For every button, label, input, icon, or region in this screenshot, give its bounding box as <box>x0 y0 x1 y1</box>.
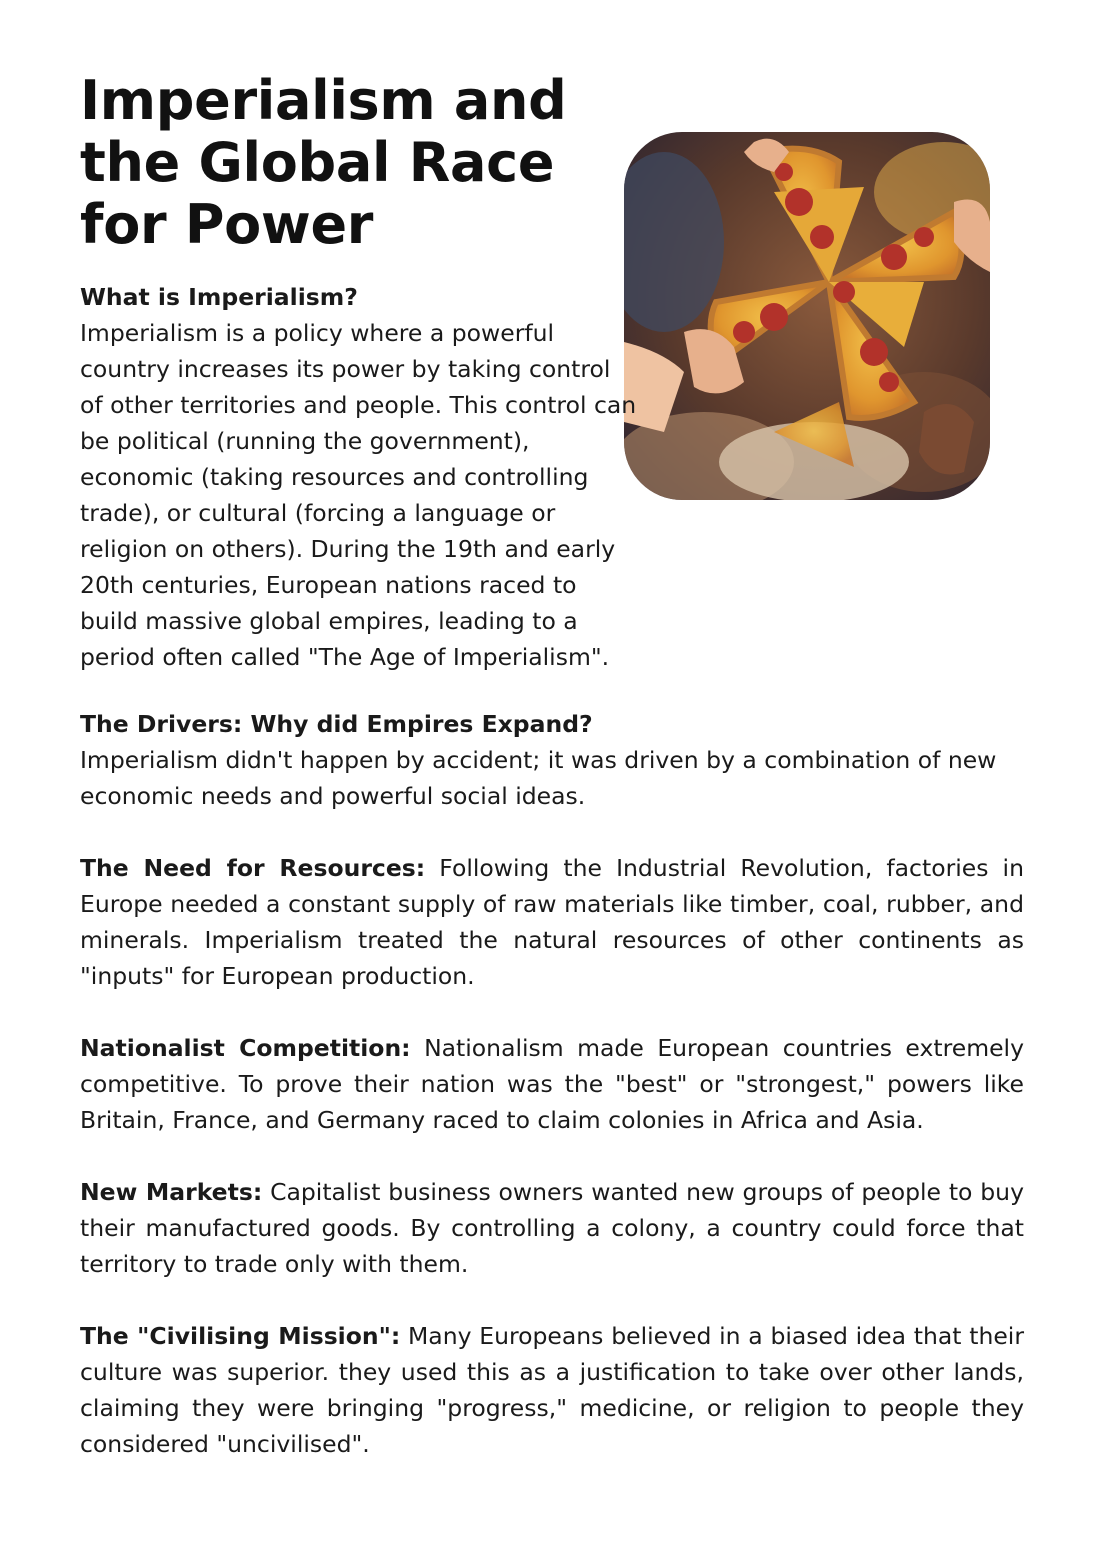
point-lead: New Markets: <box>80 1178 263 1206</box>
point-civilising <box>80 1318 1024 1462</box>
intro-section <box>80 279 640 675</box>
drivers-heading: The Drivers: Why did Empires Expand? <box>80 710 593 738</box>
point-body: Many Europeans believed in a biased idea that their culture was superior. they used this as a justification to take over other lands, claiming they were bringing "progress," medicine, or religion to people they considered "uncivilised". <box>80 1322 1024 1458</box>
point-markets <box>80 1174 1024 1282</box>
point-lead: Nationalist Competition: <box>80 1034 411 1062</box>
pizza-photo <box>624 132 990 500</box>
drivers-section <box>80 706 1024 814</box>
point-lead: The Need for Resources: <box>80 854 426 882</box>
point-lead: The "Civilising Mission": <box>80 1322 401 1350</box>
point-body: Capitalist business owners wanted new groups of people to buy their manufactured goods. By controlling a colony, a country could force that territory to trade only with them. <box>80 1178 1024 1278</box>
point-body: Nationalism made European countries extremely competitive. To prove their nation was the "best" or "strongest," powers like Britain, France, and Germany raced to claim colonies in Africa and Asia. <box>80 1034 1024 1134</box>
point-body: Following the Industrial Revolution, factories in Europe needed a constant supply of raw materials like timber, coal, rubber, and minerals. Imperialism treated the natural resources of other continents as "inputs" for European production. <box>80 854 1024 990</box>
drivers-body: Imperialism didn't happen by accident; it was driven by a combination of new economic needs and powerful social ideas. <box>80 746 997 810</box>
pizza-sharing-photo-icon <box>624 132 990 500</box>
intro-body: Imperialism is a policy where a powerful country increases its power by taking control of other territories and people. This control can be political (running the government), economic (taking resources and controlling trade), or cultural (forcing a language or religion on others). During the 19th and early 20th centuries, European nations raced to build massive global empires, leading to a period often called "The Age of Imperialism". <box>80 319 637 671</box>
point-nationalism <box>80 1030 1024 1138</box>
intro-heading: What is Imperialism? <box>80 283 358 311</box>
point-resources <box>80 850 1024 994</box>
page-title: Imperialism and the Global Race for Power <box>80 69 567 256</box>
